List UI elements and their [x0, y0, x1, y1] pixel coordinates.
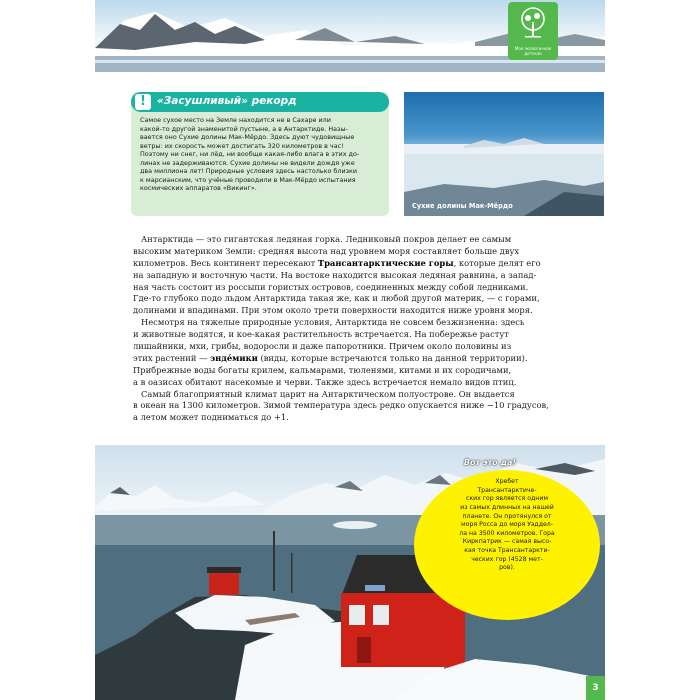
- record-line: Поэтому ни снег, ни лёд, ни вообще какая-либо влага в этих до-: [140, 150, 360, 159]
- record-box-title: «Засушливый» рекорд: [157, 95, 297, 107]
- record-line: космических аппаратов «Викинг».: [140, 184, 257, 193]
- record-box-header: [131, 92, 389, 112]
- paragraph-line: ная часть состоит из россыпи гористых островов, соединенных между собой ледниками.: [133, 281, 529, 292]
- record-line: линах не задерживаются. Сухие долины не видели дождя уже: [140, 158, 355, 167]
- fact-line: из самых длинных на нашей: [460, 503, 554, 511]
- record-line: вается оно Сухие долины Мак-Мёрдо. Здесь дуют чудовищные: [140, 133, 355, 142]
- paragraph-line: на западную и восточную части. На востоке находится высокая ледяная равнина, а запад-: [133, 269, 537, 280]
- page-number: 3: [586, 676, 605, 700]
- record-line: ветры: их скорость может достигать 320 километров в час!: [140, 141, 344, 150]
- eco-badge: [508, 2, 558, 60]
- fact-line: планете. Он протянулся от: [462, 512, 552, 520]
- main-article-text: [133, 234, 605, 424]
- paragraph-line: долинами и впадинами. При этом около трети поверхности находится ниже уровня моря.: [133, 305, 533, 316]
- paragraph-line: Где-то глубоко подо льдом Антарктида такая же, как и любой другой материк, — с горами,: [133, 293, 540, 304]
- tree-icon: [517, 6, 549, 42]
- fact-line: Киркпатрик — самая высо-: [462, 538, 552, 546]
- paragraph-line: высоким материком Земли: средняя высота над уровнем моря составляет больше двух: [133, 245, 520, 256]
- fact-line: ров).: [499, 564, 515, 572]
- fact-line: ских гор является одним: [465, 495, 549, 503]
- paragraph-line: Несмотря на тяжелые природные условия, Антарктида не совсем безжизненна: здесь: [140, 317, 525, 328]
- paragraph-line: этих растений — эндéмики (виды, которые встречаются только на данной территории).: [133, 352, 528, 363]
- fact-line: моря Росса до моря Уэддел-: [461, 521, 553, 529]
- paragraph-line: и животные водятся, и кое-какая растительность встречается. На побережье растут: [133, 329, 509, 340]
- eco-badge-text: Моя экологичная детская: [514, 46, 552, 56]
- record-box-text: [140, 116, 384, 193]
- term-endemics: эндéмики: [210, 352, 258, 363]
- fact-line: Хребет: [495, 478, 519, 485]
- paragraph-line: Прибрежные воды богаты крилем, кальмарами, тюленями, китами и их сородичами,: [133, 364, 512, 375]
- fact-line: ла на 3500 километров. Гора: [459, 529, 555, 537]
- paragraph-line: Самый благоприятный климат царит на Антарктическом полуострове. Он выдается: [140, 388, 515, 399]
- dry-valleys-caption: Сухие долины Мак-Мёрдо: [412, 202, 513, 210]
- record-line: Самое сухое место на Земле находится не в Сахаре или: [140, 116, 331, 124]
- exclamation-icon: !: [135, 94, 151, 110]
- dry-valleys-photo: [404, 92, 604, 216]
- paragraph-line: а в оазисах обитают насекомые и черви. Также здесь встречается немало видов птиц.: [133, 376, 517, 387]
- fact-line: кая точка Трансантаркти-: [464, 547, 550, 555]
- paragraph-line: в океан на 1300 километров. Зимой температура здесь редко опускается ниже −10 градусов,: [133, 400, 549, 411]
- paragraph-line: а летом может подниматься до +1.: [133, 412, 289, 423]
- paragraph-line: Антарктида — это гигантская ледяная горка. Ледниковый покров делает ее самым: [140, 234, 512, 244]
- record-line: какой-то другой знаменитой пустыне, а в Антарктиде. Назы-: [140, 124, 348, 133]
- fact-bubble-label: Вот это да!: [463, 458, 517, 467]
- record-line: два миллиона лет! Природные условия здесь настолько близки: [140, 167, 358, 176]
- fact-line: ческих гор (4528 мет-: [471, 555, 543, 563]
- record-line: к марсианским, что учёные проводили в Мак-Мёрдо испытания: [140, 175, 356, 184]
- paragraph-line: километров. Весь континент пересекают Трансантарктические горы, которые делят его: [133, 257, 541, 268]
- term-transantarctic: Трансантарктические горы: [317, 257, 454, 268]
- paragraph-line: лишайники, мхи, грибы, водоросли и даже папоротники. Причем около половины из: [133, 341, 512, 352]
- fact-bubble-text: [425, 478, 589, 573]
- fact-line: Трансантарктиче-: [477, 486, 537, 494]
